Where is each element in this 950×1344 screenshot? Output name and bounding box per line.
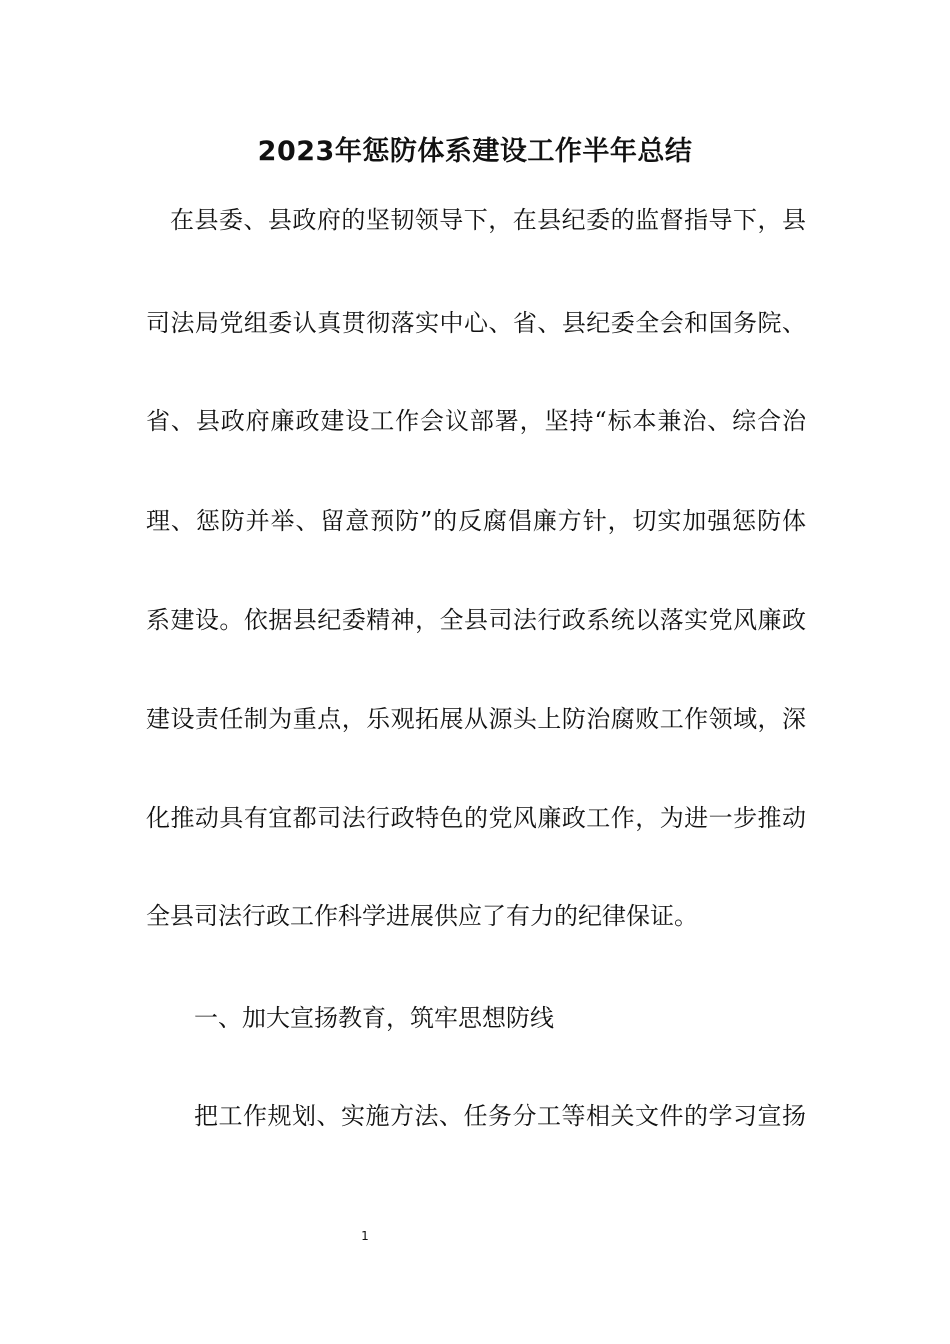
paragraph-1-line-6: 建设责任制为重点，乐观拓展从源头上防治腐败工作领域，深 [146, 705, 806, 733]
paragraph-2-line-1: 把工作规划、实施方法、任务分工等相关文件的学习宣扬 [194, 1102, 806, 1130]
paragraph-1-line-8: 全县司法行政工作科学进展供应了有力的纪律保证。 [146, 902, 698, 930]
paragraph-1-line-5: 系建设。依据县纪委精神，全县司法行政系统以落实党风廉政 [146, 606, 806, 634]
paragraph-1-line-3: 省、县政府廉政建设工作会议部署，坚持“标本兼治、综合治 [146, 407, 806, 435]
paragraph-1-line-7: 化推动具有宜都司法行政特色的党风廉政工作，为进一步推动 [146, 804, 806, 832]
page-number: 1 [361, 1229, 369, 1243]
paragraph-1-line-4: 理、惩防并举、留意预防”的反腐倡廉方针，切实加强惩防体 [146, 507, 806, 535]
paragraph-1-line-1: 在县委、县政府的坚韧领导下，在县纪委的监督指导下，县 [170, 206, 806, 234]
section-1-heading: 一、加大宣扬教育，筑牢思想防线 [194, 1004, 554, 1032]
document-title: 2023年惩防体系建设工作半年总结 [257, 136, 693, 167]
paragraph-1-line-2: 司法局党组委认真贯彻落实中心、省、县纪委全会和国务院、 [146, 309, 806, 337]
